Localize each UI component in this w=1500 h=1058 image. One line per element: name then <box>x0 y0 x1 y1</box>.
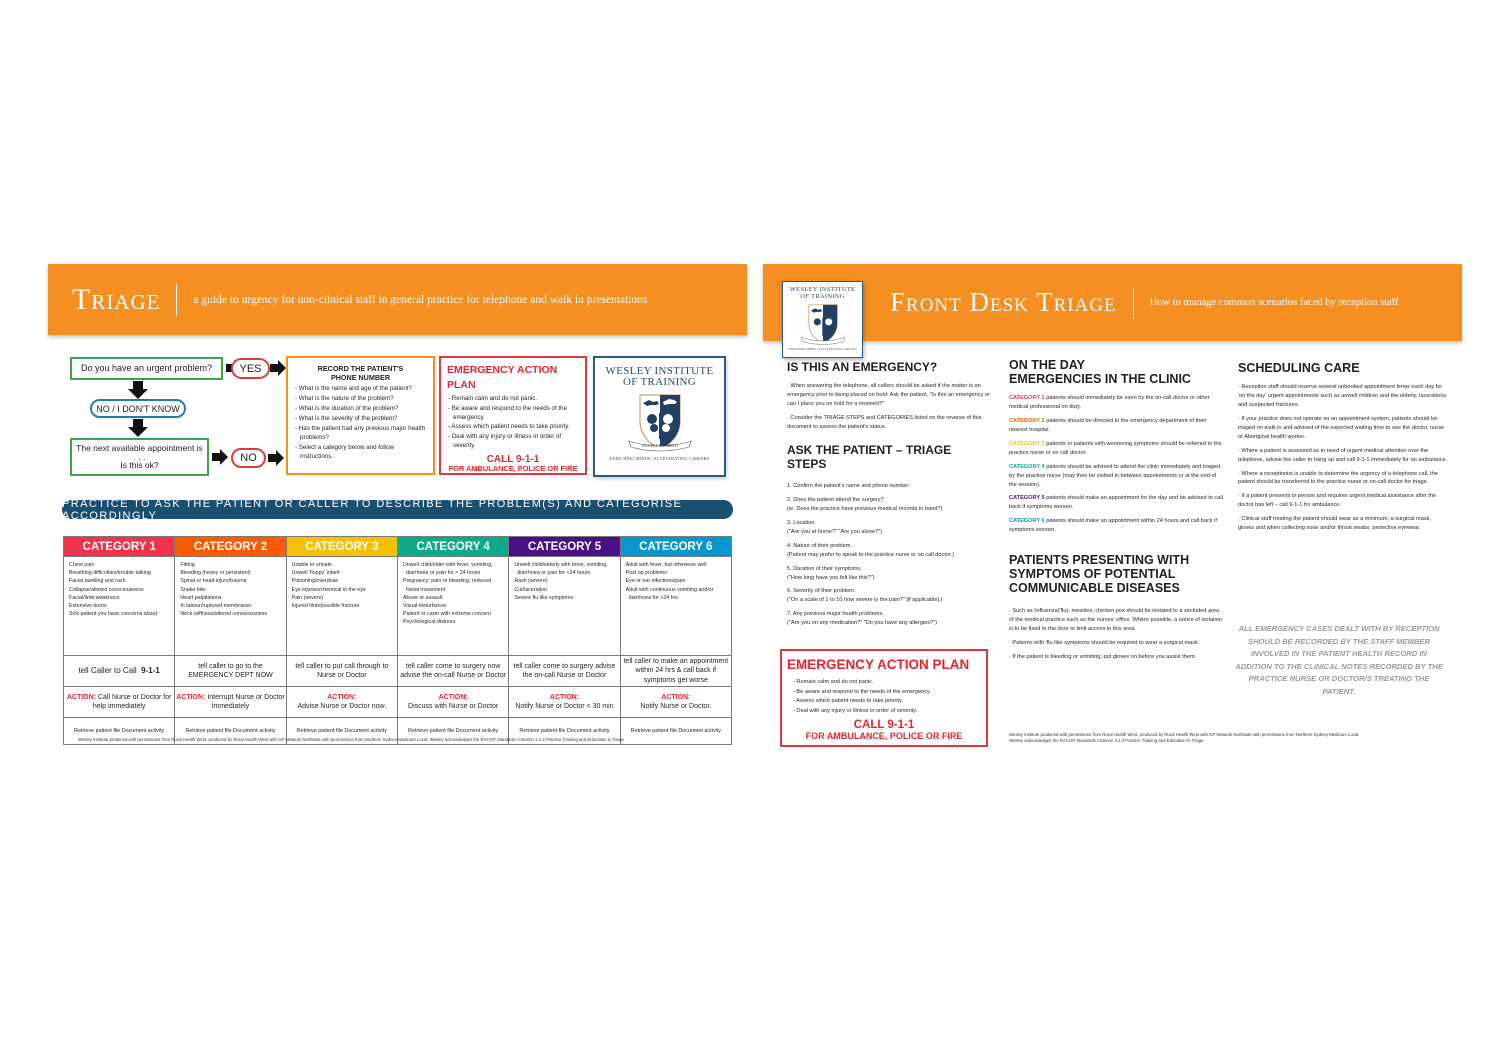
next-appt-line1: The next available appointment is <box>76 442 203 453</box>
record-item: - What is the duration of the problem? <box>295 404 399 412</box>
category-label: CATEGORY 1 <box>1009 395 1045 401</box>
action-label: ACTION: <box>176 693 206 701</box>
category-2-retrieve: Retrieve patient file Document activity <box>175 718 286 745</box>
triage-step <box>787 519 992 537</box>
eap-item: - Assess which patient needs to take priority. <box>793 698 903 705</box>
category-5-tell: tell caller come to surgery advise the on-call Nurse or Doctor <box>509 656 620 687</box>
triage-step <box>787 565 992 583</box>
record-item: - What is the nature of the problem? <box>295 394 394 402</box>
logo-tagline: ENRICHING MINDS | ACCELERATING CAREERS <box>788 348 857 351</box>
eap-item: - Deal with any injury or illness in order of severity. <box>793 708 918 715</box>
triage-guide-page <box>48 264 748 754</box>
eap-item: - Be aware and respond to the needs of the emergency. <box>448 405 568 421</box>
no-dont-know-text: NO / I DON'T KNOW <box>96 403 180 414</box>
category-4-tell: tell caller come to surgery now advise the on-call Nurse or Doctor <box>397 656 508 687</box>
step-title: 5. Duration of their symptoms. <box>787 565 862 572</box>
arrow-down-icon <box>128 419 148 437</box>
category-3-header: CATEGORY 3 <box>286 537 397 557</box>
step-detail: (ie. Does the practice have previous medical records to hand?) <box>787 505 943 512</box>
triage-step <box>787 610 992 628</box>
category-6-header: CATEGORY 6 <box>620 537 731 557</box>
logo-line2: OF TRAINING <box>622 376 697 388</box>
record-title <box>294 364 427 382</box>
category-note <box>1009 517 1224 535</box>
yes-text: YES <box>239 362 262 375</box>
step-detail: ("On a scale of 1 to 10 how severe is the pain?" [if applicable].) <box>787 597 943 604</box>
footnote-line2: Wesley acknowledges the RACGP Standards Criterion 3.2.3 Practice Training and Education in Triage <box>1009 738 1204 744</box>
symptom: Snake bite <box>180 586 206 593</box>
category-label: CATEGORY 4 <box>1009 463 1045 470</box>
category-text: patients should be advised to attend the clinic immediately and triaged by the practice nurse (may then be slotted in between appointments or at the end of the session). <box>1009 463 1221 488</box>
arrow-right-icon <box>212 449 228 465</box>
recording-note: ALL EMERGENCY CASES DEALT WITH BY RECEPTION SHOULD BE RECORDED BY THE STAFF MEMBER INVOLVED IN THE PATIENT HEALTH RECORD IN ADDITION TO THE CLINICAL NOTES RECORDED BY THE PRACTICE NURSE OR DOCTOR/S TREATING THE PATIENT. <box>1235 624 1443 696</box>
tell-caller-row <box>64 656 732 687</box>
category-3-action <box>286 687 397 718</box>
symptom: Rash (severe) <box>514 578 548 585</box>
tell-911: 9-1-1 <box>141 665 160 675</box>
record-list <box>294 385 427 462</box>
call-911-subtext: FOR AMBULANCE, POLICE OR FIRE <box>448 464 578 474</box>
paragraph: · If your practice does not operate on an appointment system, patients should be triaged on walk in and advised of the expected waiting time to see the doctor, nurse or Aboriginal health worker. <box>1238 415 1445 440</box>
category-note <box>1009 440 1224 458</box>
eap-list <box>787 678 981 717</box>
category-text: patients should make an appointment for the day and be advised to call back if symptoms worsen. <box>1009 495 1223 511</box>
action-text: Interrupt Nurse or Doctor immediately <box>207 693 285 710</box>
category-note <box>1009 494 1224 512</box>
category-label: CATEGORY 5 <box>1009 495 1045 502</box>
category-1-action <box>64 687 175 718</box>
paragraph: · Where a receptionist is unable to determine the urgency of a telephone call, the patient should be transferred to the practice nurse or on-call doctor for triage. <box>1238 470 1438 486</box>
symptom: Facial swelling and rash <box>69 578 126 585</box>
step-title: 3. Location. <box>787 519 816 526</box>
step-detail: ("How long have you felt like this?") <box>787 574 875 581</box>
heading-line1: ON THE DAY <box>1009 358 1085 372</box>
category-2-tell: tell caller to go to the EMERGENCY DEPT NOW <box>175 656 286 687</box>
urgent-question-box <box>70 357 223 380</box>
banner-subtitle: a guide to urgency for non-clinical staff in general practice for telephone and walk in presentations <box>193 293 648 306</box>
symptom: Collapse/altered consciousness <box>69 586 144 593</box>
category-label: CATEGORY 3 <box>1009 440 1045 447</box>
crest-icon <box>625 391 695 453</box>
symptom: Fitting <box>180 562 195 568</box>
step-detail: (Patient may prefer to speak to the practice nurse or on call doctor.) <box>787 551 954 558</box>
symptom: Spinal or head injury/trauma <box>180 578 247 585</box>
symptom: Unwell child/elderly with fever, vomiting, diarrhoea or pain for <24 hours <box>514 562 608 577</box>
symptom: In labour/ruptured membranes <box>180 603 252 610</box>
action-text: Call Nurse or Doctor for help immediately <box>92 693 172 710</box>
record-item: - What is the name and age of the patient? <box>295 385 412 392</box>
category-5-action <box>509 687 620 718</box>
category-4-symptoms <box>397 557 508 656</box>
step-detail: ("Are you on any medication?" "Do you have any allergies?") <box>787 620 938 627</box>
category-4-action <box>397 687 508 718</box>
paragraph: · When answering the telephone, all callers should be asked if the matter is an emergency prior to being placed on hold: Ask the patient, "Is this an emergency or can I place you on hold for a moment?" <box>787 383 990 408</box>
tell-text: tell Caller to Call <box>78 665 137 675</box>
triage-banner <box>48 264 747 335</box>
emergency-action-plan-box <box>439 356 587 475</box>
symptom: Post op problems <box>625 570 667 577</box>
step-title: 6. Severity of their problem. <box>787 588 856 595</box>
eap-title: EMERGENCY ACTION PLAN <box>447 364 558 391</box>
call-911-subtext: FOR AMBULANCE, POLICE OR FIRE <box>805 730 963 741</box>
record-item: - Has the patient had any previous major health problems? <box>295 424 426 441</box>
symptom: Eye or ear infections/pain <box>625 578 686 585</box>
action-label: ACTION: <box>549 693 580 701</box>
symptom: Facial/limb weakness <box>69 594 120 601</box>
paragraph: · If a patient presents in person and requires urgent medical assistance after the doctor has left – call 9-1-1 for ambulance. <box>1238 493 1437 509</box>
step-title: 4. Nature of their problem. <box>787 542 852 549</box>
urgent-question-text: Do you have an urgent problem? <box>80 362 213 373</box>
action-label: ACTION: <box>438 693 468 701</box>
heading-on-the-day <box>1009 358 1224 386</box>
call-911-text: CALL 9-1-1 <box>853 719 915 732</box>
footnote-line1: Wesley Institute produced with permissions from Rural Health West, produced by Rural Health West with GP Network Northside with permissions from Northern Sydney Medicare Local. <box>1009 732 1360 737</box>
paragraph: · Such as 'influenza('flu), measles, chicken pox should be isolated to a secluded area of the medical practice such as the nurses' office. Where possible, a notice of isolation is to be fixed to the door to limit access in this area. <box>1009 608 1223 633</box>
category-1-tell <box>64 656 175 687</box>
action-text: Advise Nurse or Doctor now. <box>297 703 387 710</box>
category-4-header: CATEGORY 4 <box>397 537 508 557</box>
front-desk-triage-page <box>763 264 1463 754</box>
eap-title: EMERGENCY ACTION PLAN <box>787 657 970 672</box>
symptom: Severe flu like symptoms <box>514 594 574 601</box>
category-6-retrieve: Retrieve patient file Document activity <box>620 718 731 745</box>
category-4-retrieve: Retrieve patient file Document activity <box>397 718 508 745</box>
action-label: ACTION: <box>661 693 691 701</box>
eap-item: - Remain calm and do not panic. <box>793 678 874 685</box>
heading-triage-steps: ASK THE PATIENT – TRIAGE STEPS <box>787 443 952 471</box>
banner-title: Triage <box>72 282 161 316</box>
category-note <box>1009 394 1224 412</box>
symptom: Pregnancy: pain or bleeding, reduced foetal movement <box>402 578 492 593</box>
column-on-the-day <box>1009 358 1224 667</box>
eap-call <box>787 719 981 742</box>
next-appt-line2: . . . <box>133 451 146 462</box>
category-2-header: CATEGORY 2 <box>175 537 286 557</box>
category-1-header: CATEGORY 1 <box>64 537 175 557</box>
right-footnote <box>1009 732 1449 745</box>
symptom: Sick patient you have concerns about <box>69 611 158 618</box>
category-text: patients should be directed to the emergency department of their nearest hospital. <box>1009 417 1207 433</box>
banner-divider <box>176 284 177 316</box>
column-scheduling-care <box>1238 361 1448 538</box>
eap-item: - Remain calm and do not panic. <box>448 395 538 403</box>
category-note <box>1009 417 1224 435</box>
svg-text:DUCTUS EXEMPLO: DUCTUS EXEMPLO <box>641 443 678 448</box>
category-3-tell: tell caller to put call through to Nurse or Doctor <box>286 656 397 687</box>
category-3-retrieve: Retrieve patient file Document activity <box>286 718 397 745</box>
record-title-line1: RECORD THE PATIENT'S <box>317 364 404 373</box>
category-2-action <box>175 687 286 718</box>
logo-line1: WESLEY INSTITUTE <box>605 365 714 377</box>
next-appt-line3: Is this ok? <box>120 460 159 471</box>
symptom: Unwell child/elder with fever, vomiting, diarrhoea or pain for > 24 hours <box>402 562 493 577</box>
paragraph: · Patients with 'flu like symptoms should be required to wear a surgical mask. <box>1009 640 1200 646</box>
symptoms-row <box>64 557 732 656</box>
category-2-symptoms <box>175 557 286 656</box>
step-title: 2. Does the patient attend the surgery? <box>787 496 884 503</box>
wesley-logo <box>593 356 726 477</box>
arrow-right-icon <box>270 360 286 376</box>
symptom: Bleeding (heavy or persistent) <box>180 570 251 577</box>
symptom: Cut/laceration <box>514 586 547 593</box>
symptom: Unable to urinate <box>291 562 332 568</box>
record-item: - What is the severity of the problem? <box>295 414 398 422</box>
banner-divider <box>1133 287 1134 319</box>
category-header-row <box>64 537 732 557</box>
symptom: Abuse or assault <box>402 594 443 601</box>
paragraph: · Consider the TRIAGE STEPS and CATEGORIES listed on the reverse of this document to assess the patient's status. <box>787 415 982 431</box>
symptom: Pain (severe) <box>291 594 324 601</box>
symptom: Psychological distress <box>402 619 456 626</box>
action-row <box>64 687 732 718</box>
record-title-line2: PHONE NUMBER <box>330 373 391 382</box>
symptom: Neck stiffness/altered consciousness <box>180 611 268 618</box>
eap-list <box>447 395 579 450</box>
eap-item: - Be aware and respond to the needs of the emergency. <box>793 688 931 695</box>
symptom: Visual disturbance <box>402 603 447 610</box>
category-1-retrieve: Retrieve patient file Document activity <box>64 718 175 745</box>
category-5-symptoms <box>509 557 620 656</box>
symptom: Extensive burns <box>69 603 107 610</box>
action-label: ACTION: <box>327 693 357 701</box>
no-pill <box>231 448 266 468</box>
banner-title: Front Desk Triage <box>890 287 1117 317</box>
symptom: Adult with continuous vomiting and/or diarrhoea for >24 hrs <box>625 586 714 601</box>
heading-is-this-emergency: IS THIS AN EMERGENCY? <box>787 360 938 374</box>
symptom: Injured limb/possible fracture <box>291 603 360 610</box>
emergency-action-plan-box <box>780 649 988 747</box>
symptom: Breathing difficulties/trouble talking <box>69 570 151 577</box>
symptom: Poisoning/overdose <box>291 578 339 585</box>
category-6-symptoms <box>620 557 731 656</box>
paragraph: · Clinical staff treating the patient should wear as a minimum, a surgical mask, gloves and when collecting nose and/or throat swabs, protective eyewear. <box>1238 516 1431 532</box>
category-text: patients should make an appointment within 24 hours and call back if symptoms worsen. <box>1009 518 1217 534</box>
category-1-symptoms <box>64 557 175 656</box>
step-title: 1. Confirm the patient's name and phone number. <box>787 483 910 489</box>
step-title: 7. Any previous major health problems. <box>787 611 884 618</box>
paragraph: · Reception staff should reserve several unbooked appointment times each day for 'on the day' urgent appointments such as unwell children and the elderly, lacerations and suspected fractures. <box>1238 384 1447 408</box>
action-text: Notify Nurse or Doctor. <box>640 703 712 710</box>
crest-icon <box>798 302 848 346</box>
symptom: Unwell 'floppy' infant <box>291 570 340 577</box>
banner-subtitle: How to manage common scenarios faced by reception staff <box>1149 297 1399 308</box>
yes-pill <box>231 358 270 379</box>
next-appointment-box <box>70 438 209 476</box>
category-6-tell: tell caller to make an appointment within 24 hrs & call back if symptoms get worse <box>620 656 731 687</box>
arrow-right-icon <box>268 450 284 466</box>
wesley-logo-small <box>782 281 863 358</box>
logo-tagline: ENRICHING MINDS | ACCELERATING CAREERS <box>609 456 710 461</box>
triage-step <box>787 587 992 605</box>
symptom: Patient or carer with extreme concern <box>402 611 492 618</box>
heading-line2: EMERGENCIES IN THE CLINIC <box>1009 372 1191 386</box>
column-emergency <box>787 361 992 633</box>
record-item: - Select a category below and follow instructions. <box>295 443 395 460</box>
symptom: Adult with fever, but otherwise well <box>625 562 707 568</box>
front-desk-banner <box>763 264 1462 341</box>
triage-step <box>787 542 992 560</box>
category-text: patients or patients with worsening symptoms should be referred to the practice nurse or on call doctor. <box>1009 440 1222 456</box>
call-911-text: CALL 9-1-1 <box>486 454 540 466</box>
arrow-down-icon <box>128 381 148 399</box>
category-text: patients should immediately be seen by the on-call doctor or other medical professional on duty. <box>1009 395 1210 410</box>
no-dont-know-pill <box>90 399 186 418</box>
no-text: NO <box>240 452 257 464</box>
triage-step <box>787 496 992 514</box>
action-text: Notify Nurse or Doctor < 30 min <box>515 703 614 710</box>
heading-scheduling-care: SCHEDULING CARE <box>1238 361 1360 375</box>
category-3-symptoms <box>286 557 397 656</box>
paragraph: · Where a patient is assessed as in need of urgent medical attention over the telephone, advise the caller to hang up and call 9-1-1 immediately for an ambulance. <box>1238 447 1448 463</box>
action-label: ACTION: <box>66 693 96 701</box>
category-table <box>63 536 732 745</box>
action-text: Discuss with Nurse or Doctor <box>408 703 499 710</box>
record-phone-box <box>286 356 435 475</box>
category-6-action <box>620 687 731 718</box>
eap-item: - Deal with any injury or illness in order of severity. <box>448 433 562 449</box>
category-label: CATEGORY 6 <box>1009 518 1045 525</box>
step-detail: ("Are you at home?" "Are you alone?") <box>787 528 883 535</box>
category-label: CATEGORY 2 <box>1009 417 1045 424</box>
logo-line1: WESLEY INSTITUTE <box>789 286 856 293</box>
eap-call <box>447 454 579 473</box>
eap-item: - Assess which patient needs to take priority. <box>448 423 570 431</box>
triage-step <box>787 482 992 491</box>
practice-instruction-band: PRACTICE TO ASK THE PATIENT OR CALLER TO DESCRIBE THE PROBLEM(S) AND CATEGORISE ACCORDINGLY <box>62 500 733 519</box>
left-footnote: Wesley Institute produced with permissions from Rural Health West, produced by Rural Health West with GP Network Northside with permissions from Northern Sydney Medicare Local. Wesley acknowledges the RACGP Standards Criterion 3.2.3 Practice Training and Education in Triage <box>78 737 625 742</box>
symptom: Eye injuries/chemical in the eye <box>291 586 366 593</box>
heading-communicable-diseases: PATIENTS PRESENTING WITH SYMPTOMS OF POTENTIAL COMMUNICABLE DISEASES <box>1009 553 1190 596</box>
symptom: Chest pain <box>69 562 95 568</box>
category-5-header: CATEGORY 5 <box>509 537 620 557</box>
category-note <box>1009 463 1224 490</box>
paragraph: · If the patient is bleeding or vomiting, put gloves on before you assist them. <box>1009 653 1197 660</box>
symptom: Heart palpitations <box>180 594 222 601</box>
logo-line2: OF TRAINING <box>800 292 845 300</box>
category-5-retrieve: Retrieve patient file Document activity <box>509 718 620 745</box>
